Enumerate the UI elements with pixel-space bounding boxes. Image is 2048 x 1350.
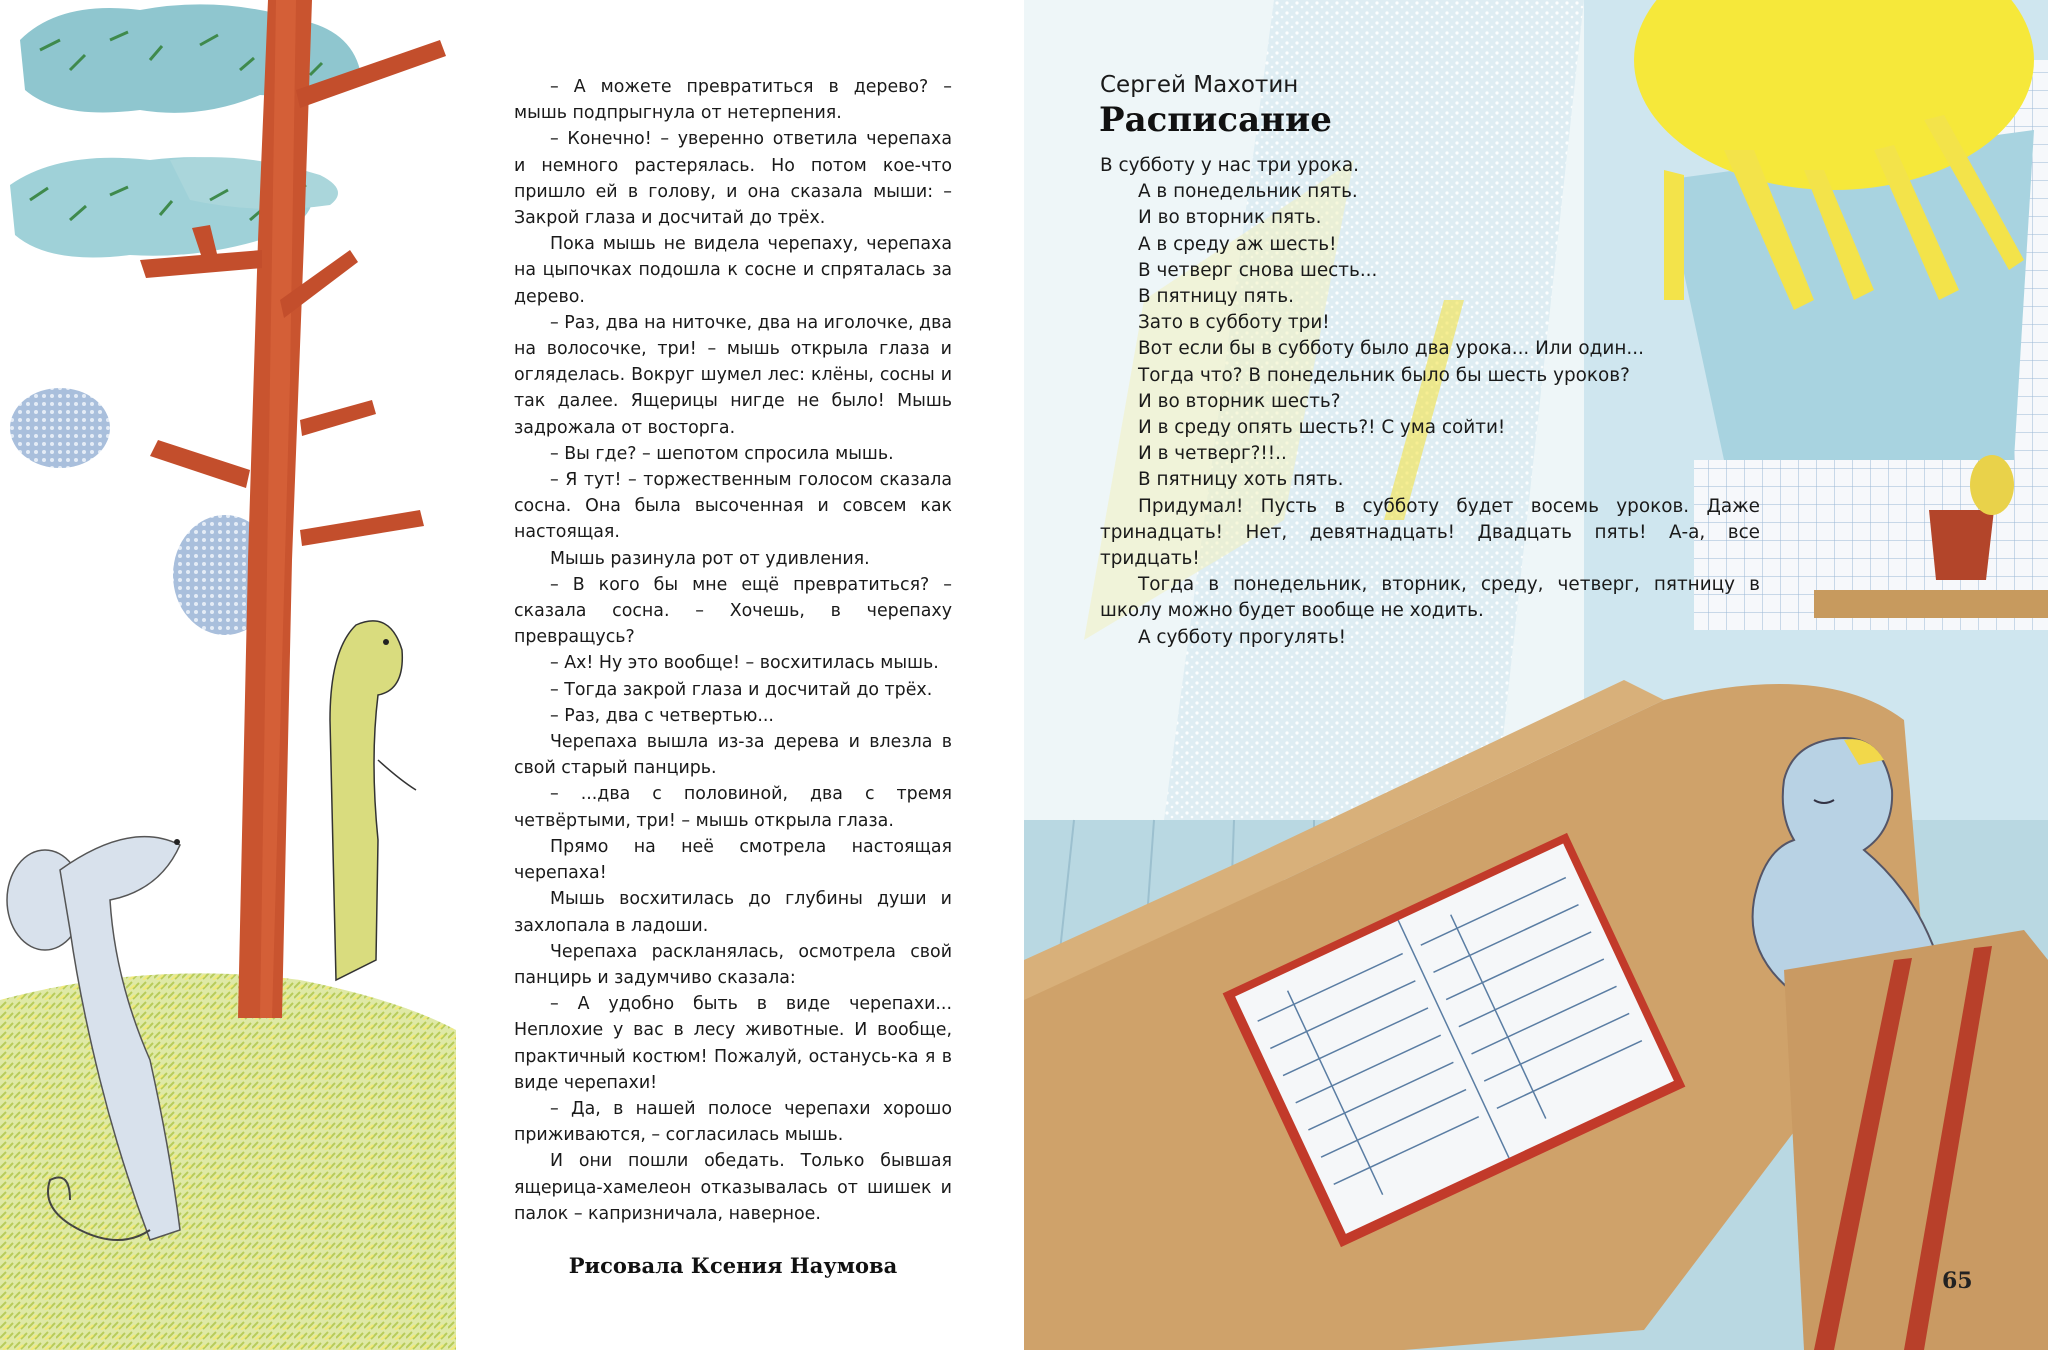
- illustrator-credit: Рисовала Ксения Наумова: [568, 1253, 898, 1278]
- poem-line: В пятницу пять.: [1138, 286, 1294, 308]
- poem-line: И в среду опять шесть?! С ума сойти!: [1138, 417, 1506, 439]
- story-paragraph: – Конечно! – уверенно ответила черепаха и немного растерялась. Но потом кое-что пришло ей в голову, и она сказала мыши: – Закрой глаза и досчитай до трёх.: [514, 129, 952, 229]
- story-text: [514, 74, 952, 1227]
- poem-line: Тогда что? В понедельник было бы шесть уроков?: [1138, 364, 1630, 386]
- story-paragraph: Мышь разинула рот от удивления.: [550, 548, 870, 569]
- story-paragraph: – Раз, два с четвертью...: [550, 705, 774, 726]
- story-paragraph: Прямо на неё смотрела настоящая черепаха!: [514, 836, 952, 884]
- poem-line: В пятницу хоть пять.: [1138, 469, 1344, 491]
- poem-line: И во вторник шесть?: [1138, 390, 1341, 412]
- story-paragraph: – А удобно быть в виде черепахи... Неплохие у вас в лесу животные. И вообще, практичный костюм! Пожалуй, останусь-ка я в виде черепахи!: [514, 994, 952, 1093]
- poem-line: А в понедельник пять.: [1138, 181, 1358, 203]
- page-number: 65: [1942, 1268, 1973, 1294]
- poem-line: И во вторник пять.: [1138, 207, 1322, 229]
- poem-line: В четверг снова шесть...: [1138, 259, 1378, 281]
- poem-line: И в четверг?!!..: [1138, 443, 1287, 465]
- poem-paragraph: Придумал! Пусть в субботу будет восемь уроков. Даже тринадцать! Нет, девятнадцать! Двадцать пять! А-а, все тридцать!: [1100, 495, 1760, 570]
- story-paragraph: Мышь восхитилась до глубины души и захлопала в ладоши.: [514, 889, 952, 936]
- forest-illustration: [0, 0, 456, 1350]
- poem-line: Вот если бы в субботу было два урока... Или один...: [1138, 338, 1644, 360]
- poem-text: [1100, 153, 1760, 651]
- story-paragraph: – Я тут! – торжественным голосом сказала сосна. Она была высоченная и совсем как настоящая.: [514, 470, 952, 543]
- story-paragraph: И они пошли обедать. Только бывшая ящерица-хамелеон отказывалась от шишек и палок – капризничала, наверное.: [514, 1151, 952, 1224]
- poem-line: Зато в субботу три!: [1138, 312, 1330, 334]
- story-paragraph: – Да, в нашей полосе черепахи хорошо приживаются, – согласилась мышь.: [514, 1098, 952, 1146]
- story-paragraph: – ...два с половиной, два с тремя четвёртыми, три! – мышь открыла глаза.: [514, 784, 952, 831]
- story-paragraph: – Вы где? – шепотом спросила мышь.: [550, 443, 894, 464]
- story-paragraph: – Тогда закрой глаза и досчитай до трёх.: [550, 679, 933, 700]
- story-paragraph: Черепаха вышла из-за дерева и влезла в свой старый панцирь.: [514, 732, 952, 779]
- story-paragraph: – Раз, два на ниточке, два на иголочке, два на волосочке, три! – мышь открыла глаза и огляделась. Вокруг шумел лес: клёны, сосны и так далее. Ящерицы нигде не было! Мышь задрожала от восторга.: [514, 312, 952, 438]
- story-paragraph: Пока мышь не видела черепаху, черепаха на цыпочках подошла к сосне и спряталась за дерево.: [514, 234, 952, 307]
- poem-title: Расписание: [1099, 100, 1332, 140]
- poem-line: А в среду аж шесть!: [1138, 233, 1337, 255]
- poem-paragraph: Тогда в понедельник, вторник, среду, четверг, пятницу в школу можно будет вообще не ходить.: [1100, 574, 1760, 622]
- story-paragraph: – Ах! Ну это вообще! – восхитилась мышь.: [550, 653, 939, 674]
- story-paragraph: – В кого бы мне ещё превратиться? – сказала сосна. – Хочешь, в черепаху превращусь?: [514, 574, 952, 648]
- author-name: Сергей Махотин: [1100, 72, 1299, 98]
- story-paragraph: Черепаха раскланялась, осмотрела свой панцирь и задумчиво сказала:: [514, 941, 952, 988]
- story-paragraph: – А можете превратиться в дерево? – мышь подпрыгнула от нетерпения.: [514, 77, 952, 124]
- poem-line: В субботу у нас три урока.: [1100, 155, 1360, 176]
- poem-paragraph: А субботу прогулять!: [1138, 626, 1347, 648]
- pine-mouse-turtle-drawing: [0, 0, 456, 1350]
